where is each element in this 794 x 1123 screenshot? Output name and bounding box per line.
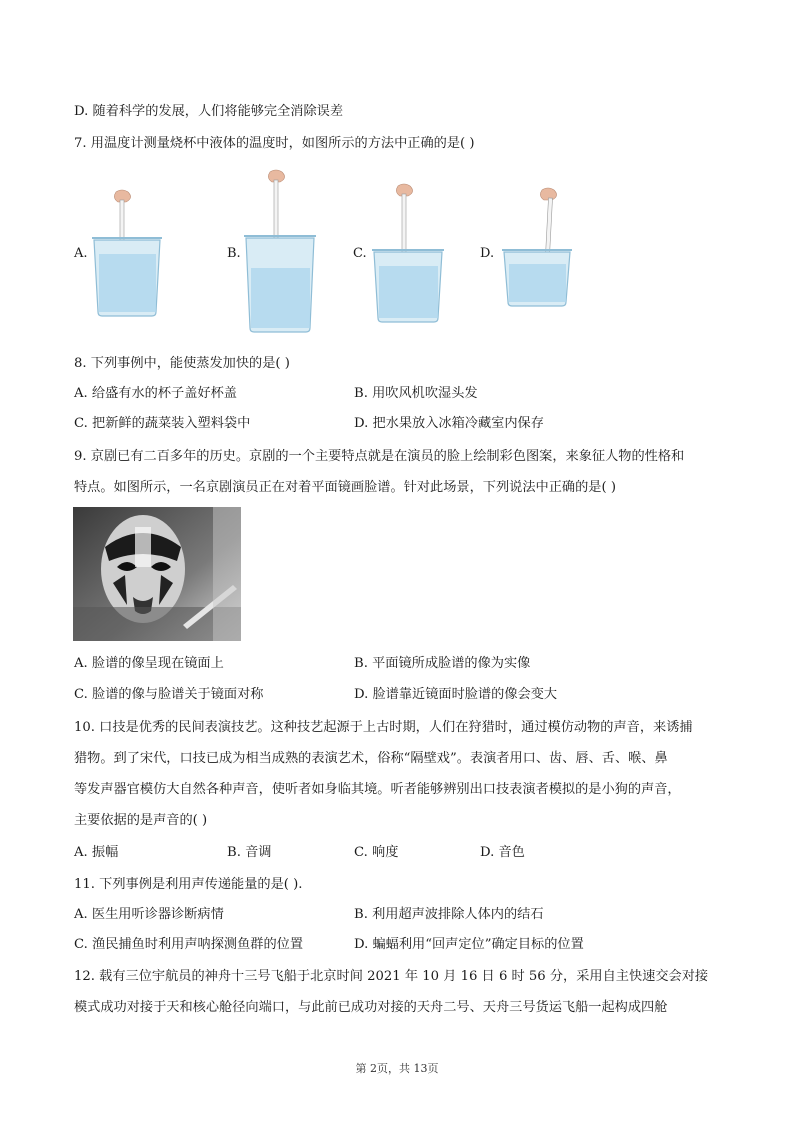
question-7-stem: 7. 用温度计测量烧杯中液体的温度时，如图所示的方法中正确的是( ) <box>74 136 475 151</box>
question-9-option-d: D. 脸谱靠近镜面时脸谱的像会变大 <box>354 687 558 702</box>
question-10-stem-line-2: 猎物。到了宋代，口技已成为相当成熟的表演艺术，俗称“隔壁戏”。表演者用口、齿、唇、舌、喉、鼻 <box>74 751 668 766</box>
opera-mask-photo <box>73 507 241 641</box>
question-10-stem-line-3: 等发声器官模仿大自然各种声音，使听者如身临其境。听者能够辨别出口技表演者模拟的是小狗的声音， <box>74 782 681 797</box>
question-10-option-d: D. 音色 <box>480 845 525 860</box>
question-9-stem-line-2: 特点。如图所示，一名京剧演员正在对着平面镜画脸谱。针对此场景，下列说法中正确的是( ) <box>74 480 616 495</box>
question-6-option-d: D. 随着科学的发展，人们将能够完全消除误差 <box>74 104 344 119</box>
question-8-option-b: B. 用吹风机吹湿头发 <box>354 386 478 401</box>
question-11-option-a: A. 医生用听诊器诊断病情 <box>74 907 224 922</box>
question-10-stem-line-4: 主要依据的是声音的( ) <box>74 813 208 828</box>
page-footer: 第 2页，共 13页 <box>355 1062 439 1075</box>
question-8-option-a: A. 给盛有水的杯子盖好杯盖 <box>74 386 237 401</box>
figure-c-beaker <box>368 182 448 327</box>
question-11-option-b: B. 利用超声波排除人体内的结石 <box>354 907 544 922</box>
question-11-stem: 11. 下列事例是利用声传递能量的是( ). <box>74 877 303 892</box>
question-10-option-a: A. 振幅 <box>74 845 119 860</box>
figure-a-beaker <box>88 188 168 318</box>
figure-b-label: B. <box>227 246 241 261</box>
question-9-option-a: A. 脸谱的像呈现在镜面上 <box>74 656 224 671</box>
question-10-option-c: C. 响度 <box>354 845 399 860</box>
question-9-stem-line-1: 9. 京剧已有二百多年的历史。京剧的一个主要特点就是在演员的脸上绘制彩色图案，来象征人物的性格和 <box>74 449 685 464</box>
question-12-stem-line-1: 12. 载有三位宇航员的神舟十三号飞船于北京时间 2021 年 10 月 16 日 6 时 56 分，采用自主快速交会对接 <box>74 969 709 984</box>
figure-a-label: A. <box>74 246 88 261</box>
figure-b-beaker <box>240 168 320 338</box>
question-10-option-b: B. 音调 <box>227 845 272 860</box>
question-10-stem-line-1: 10. 口技是优秀的民间表演技艺。这种技艺起源于上古时期，人们在狩猎时，通过模仿动物的声音，来诱捕 <box>74 720 693 735</box>
question-8-stem: 8. 下列事例中，能使蒸发加快的是( ) <box>74 356 290 371</box>
question-12-stem-line-2: 模式成功对接于天和核心舱径向端口，与此前已成功对接的天舟二号、天舟三号货运飞船一起构成四舱 <box>74 1000 668 1015</box>
question-8-option-c: C. 把新鲜的蔬菜装入塑料袋中 <box>74 416 251 431</box>
figure-d-label: D. <box>480 246 495 261</box>
question-11-option-d: D. 蝙蝠利用“回声定位”确定目标的位置 <box>354 937 584 952</box>
question-11-option-c: C. 渔民捕鱼时利用声呐探测鱼群的位置 <box>74 937 304 952</box>
figure-c-label: C. <box>353 246 367 261</box>
question-8-option-d: D. 把水果放入冰箱冷藏室内保存 <box>354 416 544 431</box>
question-9-option-c: C. 脸谱的像与脸谱关于镜面对称 <box>74 687 264 702</box>
figure-d-beaker <box>498 186 578 311</box>
question-9-option-b: B. 平面镜所成脸谱的像为实像 <box>354 656 531 671</box>
